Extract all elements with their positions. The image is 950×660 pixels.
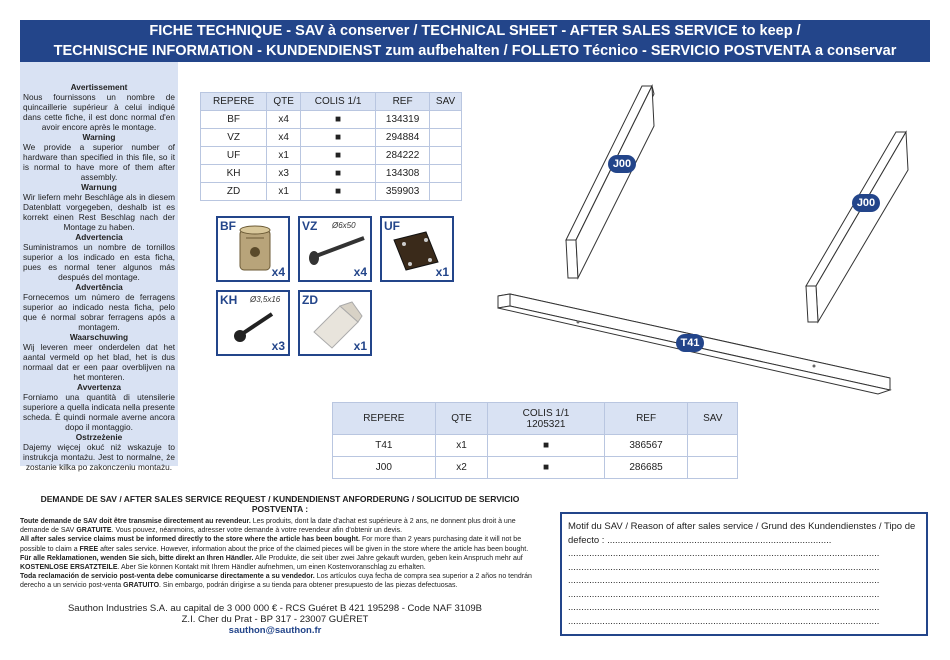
table-row <box>333 435 738 457</box>
table-row <box>333 457 738 479</box>
company-footer <box>20 603 530 636</box>
cell: 386567 <box>604 435 688 457</box>
part-dimension: Ø6x50 <box>332 221 356 230</box>
request-paragraph <box>20 535 545 553</box>
panel-table <box>332 402 738 479</box>
part-qty: x1 <box>353 339 367 353</box>
table-header-row <box>201 93 462 111</box>
part-qty: x4 <box>353 265 367 279</box>
warning-title: Waarschuwing <box>69 332 129 342</box>
request-bold: Toda reclamación de servicio post-venta debe comunicarse directamente a su vendedor. <box>20 573 315 581</box>
table-header-row <box>333 403 738 435</box>
cell: ■ <box>301 183 376 201</box>
cell: ■ <box>301 147 376 165</box>
warning-text: Fornecemos um número de ferragens superior ao indicado nesta ficha, pelo que é normal sobrar ferragens após a montagem. <box>23 292 175 332</box>
tag-j00-right: J00 <box>852 194 880 212</box>
warning-text: Nous fournissons un nombre de quincaillerie supérieur à celui indiqué dans cette fiche, il est donc normal d'en avoir encore après le montage. <box>23 92 175 132</box>
part-code: ZD <box>302 293 318 307</box>
cell: VZ <box>201 129 267 147</box>
request-text: For more than 2 years purchasing date it will not be possible to claim a <box>20 536 522 553</box>
cell <box>430 165 462 183</box>
cell <box>430 111 462 129</box>
request-text: after sales service. However, information about the price of the claimed pieces will be given in the store where the article has been bought. <box>98 545 529 553</box>
request-paragraph <box>20 554 545 572</box>
col-ref: REF <box>376 93 430 111</box>
tag-t41: T41 <box>676 334 704 352</box>
warning-title: Advertencia <box>75 232 123 242</box>
cell <box>430 129 462 147</box>
reason-line[interactable]: ...................................................................................................................... <box>568 561 880 573</box>
cell: BF <box>201 111 267 129</box>
company-line: Sauthon Industries S.A. au capital de 3 000 000 € - RCS Guéret B 421 195298 - Code NAF 3109B <box>67 603 483 614</box>
cell: x1 <box>435 435 488 457</box>
col-repere: REPERE <box>201 93 267 111</box>
table-row <box>201 111 462 129</box>
warning-title: Warning <box>82 132 116 142</box>
part-code: VZ <box>302 219 318 233</box>
cell: 286685 <box>604 457 688 479</box>
cell: ■ <box>301 111 376 129</box>
part-code: BF <box>220 219 236 233</box>
sav-reason-box <box>560 512 928 636</box>
reason-line[interactable]: ...................................................................................................................... <box>568 602 880 613</box>
warning-title: Warnung <box>81 182 117 192</box>
cell: ■ <box>301 129 376 147</box>
request-paragraph <box>20 572 545 590</box>
warning-title: Advertência <box>75 282 123 292</box>
request-body <box>20 517 545 591</box>
request-text: . Sin embargo, podrán dirigirse a su tienda para obtener presupuesto de las piezas defectuosas. <box>159 582 458 590</box>
reason-line[interactable]: ...................................................................................................................... <box>568 615 880 627</box>
cell: x3 <box>267 165 301 183</box>
request-bold: Für alle Reklamationen, wenden Sie sich, bitte direkt an Ihren Händler. <box>20 554 254 562</box>
warnings-panel <box>20 62 178 472</box>
cell: J00 <box>333 457 436 479</box>
col-qte: QTE <box>435 403 488 435</box>
part-zd <box>298 290 372 356</box>
cell <box>430 147 462 165</box>
table-row <box>201 183 462 201</box>
header-line-2: TECHNISCHE INFORMATION - KUNDENDIENST zum aufbehalten / FOLLETO Técnico - SERVICIO POSTVENTA a conservar <box>53 43 897 59</box>
warning-title: Avertissement <box>70 82 128 92</box>
request-text: . Aber Sie können Kontakt mit Ihrem Händler aufnehmen, um einen Kostenvoranschlag zu erhalten. <box>117 564 426 572</box>
cell: ■ <box>488 435 604 457</box>
cell: x2 <box>435 457 488 479</box>
colis-ref: 1205321 <box>526 418 566 430</box>
email-link[interactable]: sauthon@sauthon.fr <box>228 625 322 636</box>
reason-line[interactable]: ...................................................................................................................... <box>568 575 880 586</box>
warning-text: We provide a superior number of hardware than specified in this file, so it is normal to have more of them after assembly. <box>23 142 175 182</box>
col-sav: SAV <box>688 403 738 435</box>
request-bold: GRATUITE <box>76 527 112 535</box>
cell <box>688 435 738 457</box>
part-qty: x4 <box>271 265 285 279</box>
reason-line[interactable]: ...................................................................................................................... <box>568 548 880 559</box>
reason-line[interactable]: ...................................................................................................................... <box>568 588 880 600</box>
request-bold: FREE <box>79 545 99 553</box>
warning-text: Suministramos un nombre de tornillos superior a los indicado en esta ficha, pues es normal tener algunos más después del montage. <box>23 242 175 282</box>
cell: 134308 <box>376 165 430 183</box>
header-line-1: FICHE TECHNIQUE - SAV à conserver / TECHNICAL SHEET - AFTER SALES SERVICE to keep / <box>149 23 801 39</box>
cell: x1 <box>267 147 301 165</box>
hardware-table <box>200 92 462 201</box>
page-header <box>20 20 930 62</box>
warning-text: Forniamo una quantità di utensilerie superiore a quella indicata nella presente scheda. È quindi normale averne ancora dopo il montaggio. <box>23 392 175 432</box>
part-code: UF <box>384 219 400 233</box>
table-row <box>201 165 462 183</box>
cell: ■ <box>301 165 376 183</box>
part-vz <box>298 216 372 282</box>
cell: x4 <box>267 129 301 147</box>
cell: 359903 <box>376 183 430 201</box>
cell: T41 <box>333 435 436 457</box>
col-repere: REPERE <box>333 403 436 435</box>
request-text: Les produits, dont la date d'achat est supérieure à 2 ans, ne donnent plus droit à une demande de SAV <box>20 518 516 535</box>
warning-text: Wij leveren meer onderdelen dat het aantal vermeld op het blad, het is dus normaal dat er een paar overblijven na het monteren. <box>23 342 175 382</box>
cell: 284222 <box>376 147 430 165</box>
request-bold: GRATUITO <box>123 582 160 590</box>
col-colis <box>488 403 604 435</box>
cell: 134319 <box>376 111 430 129</box>
col-qte: QTE <box>267 93 301 111</box>
cell: ZD <box>201 183 267 201</box>
request-paragraph <box>20 517 545 535</box>
col-sav: SAV <box>430 93 462 111</box>
cell <box>430 183 462 201</box>
request-text: Los artículos cuya fecha de compra sea superior a 2 años no tendrán derecho a un servicio post-venta <box>20 573 532 590</box>
cell <box>688 457 738 479</box>
request-bold: All after sales service claims must be informed directly to the store where the article has been bought. <box>20 536 360 544</box>
warning-title: Ostrzeżenie <box>75 432 123 442</box>
table-row <box>201 129 462 147</box>
part-code: KH <box>220 293 238 307</box>
colis-label: COLIS 1/1 <box>522 407 570 419</box>
cell: x4 <box>267 111 301 129</box>
cell: ■ <box>488 457 604 479</box>
address-line: Z.I. Cher du Prat - BP 317 - 23007 GUÉRET <box>181 614 369 625</box>
request-text: Alle Produkte, die seit über zwei Jahre gekauft wurden, geben kein Anspruch mehr auf <box>253 554 523 562</box>
warning-title: Avvertenza <box>77 382 121 392</box>
warning-text: Wir liefern mehr Beschläge als in diesem Datenblatt vorgegeben, deshalb ist es korrekt einen Rest Beschlag nach der Montage zu haben. <box>23 192 175 232</box>
cell: UF <box>201 147 267 165</box>
part-uf <box>380 216 454 282</box>
request-bold: KOSTENLOSE ERSATZTEILE <box>20 564 118 572</box>
request-title: DEMANDE DE SAV / AFTER SALES SERVICE REQUEST / KUNDENDIENST ANFORDERUNG / SOLICITUD DE SERVICIO POSTVENTA : <box>40 494 520 514</box>
part-bf <box>216 216 290 282</box>
cell: x1 <box>267 183 301 201</box>
col-colis: COLIS 1/1 <box>301 93 376 111</box>
part-kh <box>216 290 290 356</box>
part-dimension: Ø3,5x16 <box>250 295 281 304</box>
col-ref: REF <box>604 403 688 435</box>
part-qty: x3 <box>271 339 285 353</box>
warning-text: Dajemy więcej okuć niż wskazuje to instrukcja montażu. Jest to normalne, że zostanie kilka po zakonczeniu montażu. <box>23 442 175 472</box>
cell: KH <box>201 165 267 183</box>
table-row <box>201 147 462 165</box>
tag-j00-left: J00 <box>608 155 636 173</box>
request-bold: Toute demande de SAV doit être transmise directement au revendeur. <box>20 518 251 525</box>
part-qty: x1 <box>435 265 449 279</box>
panels-drawing <box>490 70 930 400</box>
sav-reason-label: Motif du SAV / Reason of after sales service / Grund des Kundendienstes / Tipo de defecto : ..................................................................................... <box>568 521 916 546</box>
request-text: . Vous pouvez, néanmoins, adresser votre demande à votre revendeur afin d'obtenir un devis. <box>111 527 403 535</box>
cell: 294884 <box>376 129 430 147</box>
